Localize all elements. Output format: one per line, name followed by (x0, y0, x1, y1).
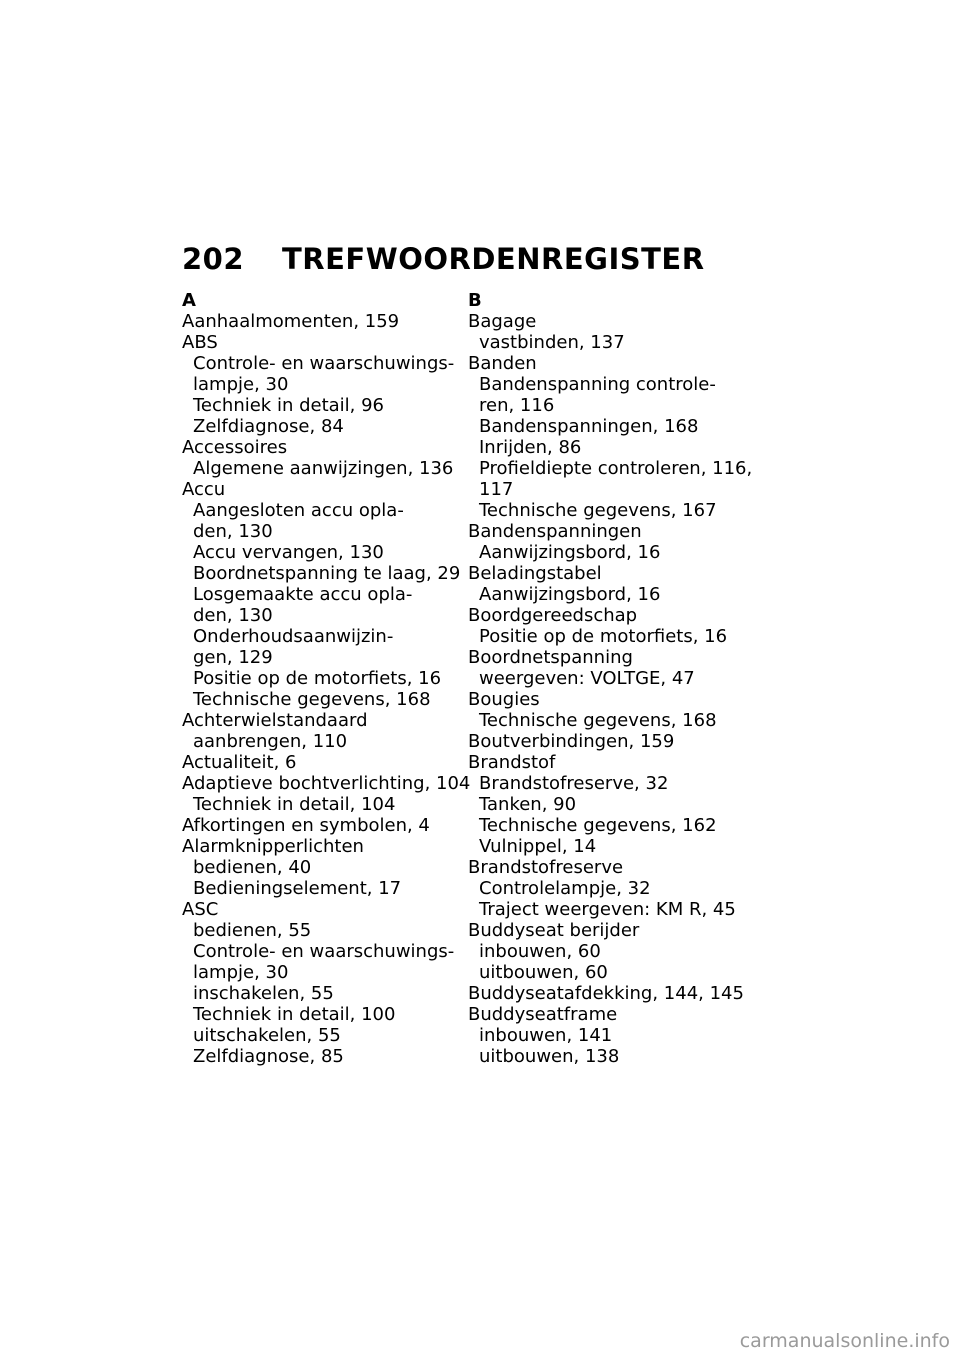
index-subentry: bedienen, 40 (193, 857, 312, 878)
index-subentry: Positie op de motorfiets, 16 (193, 668, 442, 689)
index-subentry: Zelfdiagnose, 84 (193, 416, 344, 437)
index-subentry: Technische gegevens, 168 (193, 689, 431, 710)
index-subentry: Aanwijzingsbord, 16 (479, 584, 661, 605)
index-subentries (193, 857, 457, 899)
index-subentry: Bandenspanning controle- (479, 374, 716, 395)
index-subentry: uitbouwen, 60 (479, 962, 608, 983)
index-entry: Beladingstabel (468, 563, 602, 584)
index-subentry: Tanken, 90 (479, 794, 577, 815)
index-entry: Buddyseatafdekking, 144, 145 (468, 983, 744, 1004)
index-entry: Brandstof (468, 752, 556, 773)
index-entry: Achterwielstandaard (182, 710, 368, 731)
index-column-b (468, 290, 753, 1067)
index-letter: B (468, 290, 482, 311)
index-subentry: ren, 116 (479, 395, 555, 416)
index-subentry: Traject weergeven: KM R, 45 (479, 899, 736, 920)
index-entry: Bagage (468, 311, 537, 332)
index-subentries (479, 626, 743, 647)
index-subentry: Algemene aanwijzingen, 136 (193, 458, 454, 479)
index-subentry: Controle- en waarschuwings- (193, 941, 455, 962)
index-subentry: Vulnippel, 14 (479, 836, 597, 857)
index-subentries (479, 332, 743, 353)
page-header (182, 242, 705, 276)
index-subentries (479, 542, 743, 563)
index-subentry: bedienen, 55 (193, 920, 312, 941)
index-subentry: Technische gegevens, 168 (479, 710, 717, 731)
index-subentry: uitbouwen, 138 (479, 1046, 620, 1067)
index-subentry: weergeven: VOLTGE, 47 (479, 668, 695, 689)
index-subentry: Onderhoudsaanwijzin- (193, 626, 394, 647)
index-subentries (479, 878, 743, 920)
index-subentry: Controle- en waarschuwings- (193, 353, 455, 374)
index-entry: Afkortingen en symbolen, 4 (182, 815, 430, 836)
index-subentry: aanbrengen, 110 (193, 731, 348, 752)
index-subentry: Positie op de motorfiets, 16 (479, 626, 728, 647)
index-subentry: Aangesloten accu opla- (193, 500, 404, 521)
index-subentry: vastbinden, 137 (479, 332, 625, 353)
index-subentry: Controlelampje, 32 (479, 878, 651, 899)
index-subentries (193, 920, 457, 1067)
index-entry: Banden (468, 353, 537, 374)
index-entry: ABS (182, 332, 218, 353)
index-subentry: inschakelen, 55 (193, 983, 334, 1004)
index-subentry: Inrijden, 86 (479, 437, 582, 458)
index-column-a (182, 290, 471, 1067)
index-subentry: Technische gegevens, 162 (479, 815, 717, 836)
index-entry: Boordgereedschap (468, 605, 638, 626)
index-subentry: Losgemaakte accu opla- (193, 584, 413, 605)
index-entry: Boutverbindingen, 159 (468, 731, 675, 752)
index-entry: Actualiteit, 6 (182, 752, 297, 773)
index-subentry: inbouwen, 141 (479, 1025, 613, 1046)
index-entry: Brandstofreserve (468, 857, 624, 878)
page-title: TREFWOORDENREGISTER (282, 242, 705, 276)
index-subentry: Brandstofreserve, 32 (479, 773, 669, 794)
index-subentry: uitschakelen, 55 (193, 1025, 341, 1046)
index-subentries (479, 584, 743, 605)
index-subentry: Techniek in detail, 100 (193, 1004, 396, 1025)
index-subentry: Boordnetspanning te laag, 29 (193, 563, 461, 584)
index-subentry: den, 130 (193, 521, 273, 542)
index-subentry: Bandenspanningen, 168 (479, 416, 699, 437)
index-subentry: inbouwen, 60 (479, 941, 601, 962)
index-letter: A (182, 290, 196, 311)
index-entry: Bougies (468, 689, 540, 710)
index-subentry: Bedieningselement, 17 (193, 878, 402, 899)
index-subentry: den, 130 (193, 605, 273, 626)
index-subentry: lampje, 30 (193, 962, 289, 983)
index-subentry: lampje, 30 (193, 374, 289, 395)
index-subentries (193, 458, 457, 479)
index-subentries (193, 353, 457, 437)
index-subentries (193, 794, 457, 815)
index-subentry: Aanwijzingsbord, 16 (479, 542, 661, 563)
index-entry: Alarmknipperlichten (182, 836, 364, 857)
index-subentries (479, 710, 743, 731)
index-subentry: Techniek in detail, 104 (193, 794, 396, 815)
index-subentry: gen, 129 (193, 647, 273, 668)
index-entry: Buddyseat berijder (468, 920, 640, 941)
index-entry: ASC (182, 899, 219, 920)
index-subentries (193, 731, 457, 752)
index-subentry: Profieldiepte controleren, 116, (479, 458, 753, 479)
index-subentry: Techniek in detail, 96 (193, 395, 385, 416)
page-number: 202 (182, 242, 245, 276)
index-subentry: 117 (479, 479, 514, 500)
index-subentries (479, 1025, 743, 1067)
index-subentries (193, 500, 461, 710)
watermark: carmanualsonline.info (739, 1330, 950, 1352)
index-entry: Accu (182, 479, 226, 500)
index-subentries (479, 668, 743, 689)
index-entry: Bandenspanningen (468, 521, 642, 542)
index-subentry: Technische gegevens, 167 (479, 500, 717, 521)
index-entry: Boordnetspanning (468, 647, 633, 668)
index-entry: Aanhaalmomenten, 159 (182, 311, 400, 332)
index-entry: Accessoires (182, 437, 288, 458)
index-entry: Adaptieve bochtverlichting, 104 (182, 773, 471, 794)
index-subentry: Accu vervangen, 130 (193, 542, 384, 563)
index-subentry: Zelfdiagnose, 85 (193, 1046, 344, 1067)
index-subentries (479, 773, 743, 857)
index-subentries (479, 941, 743, 983)
index-entry: Buddyseatframe (468, 1004, 618, 1025)
index-subentries (479, 374, 753, 521)
